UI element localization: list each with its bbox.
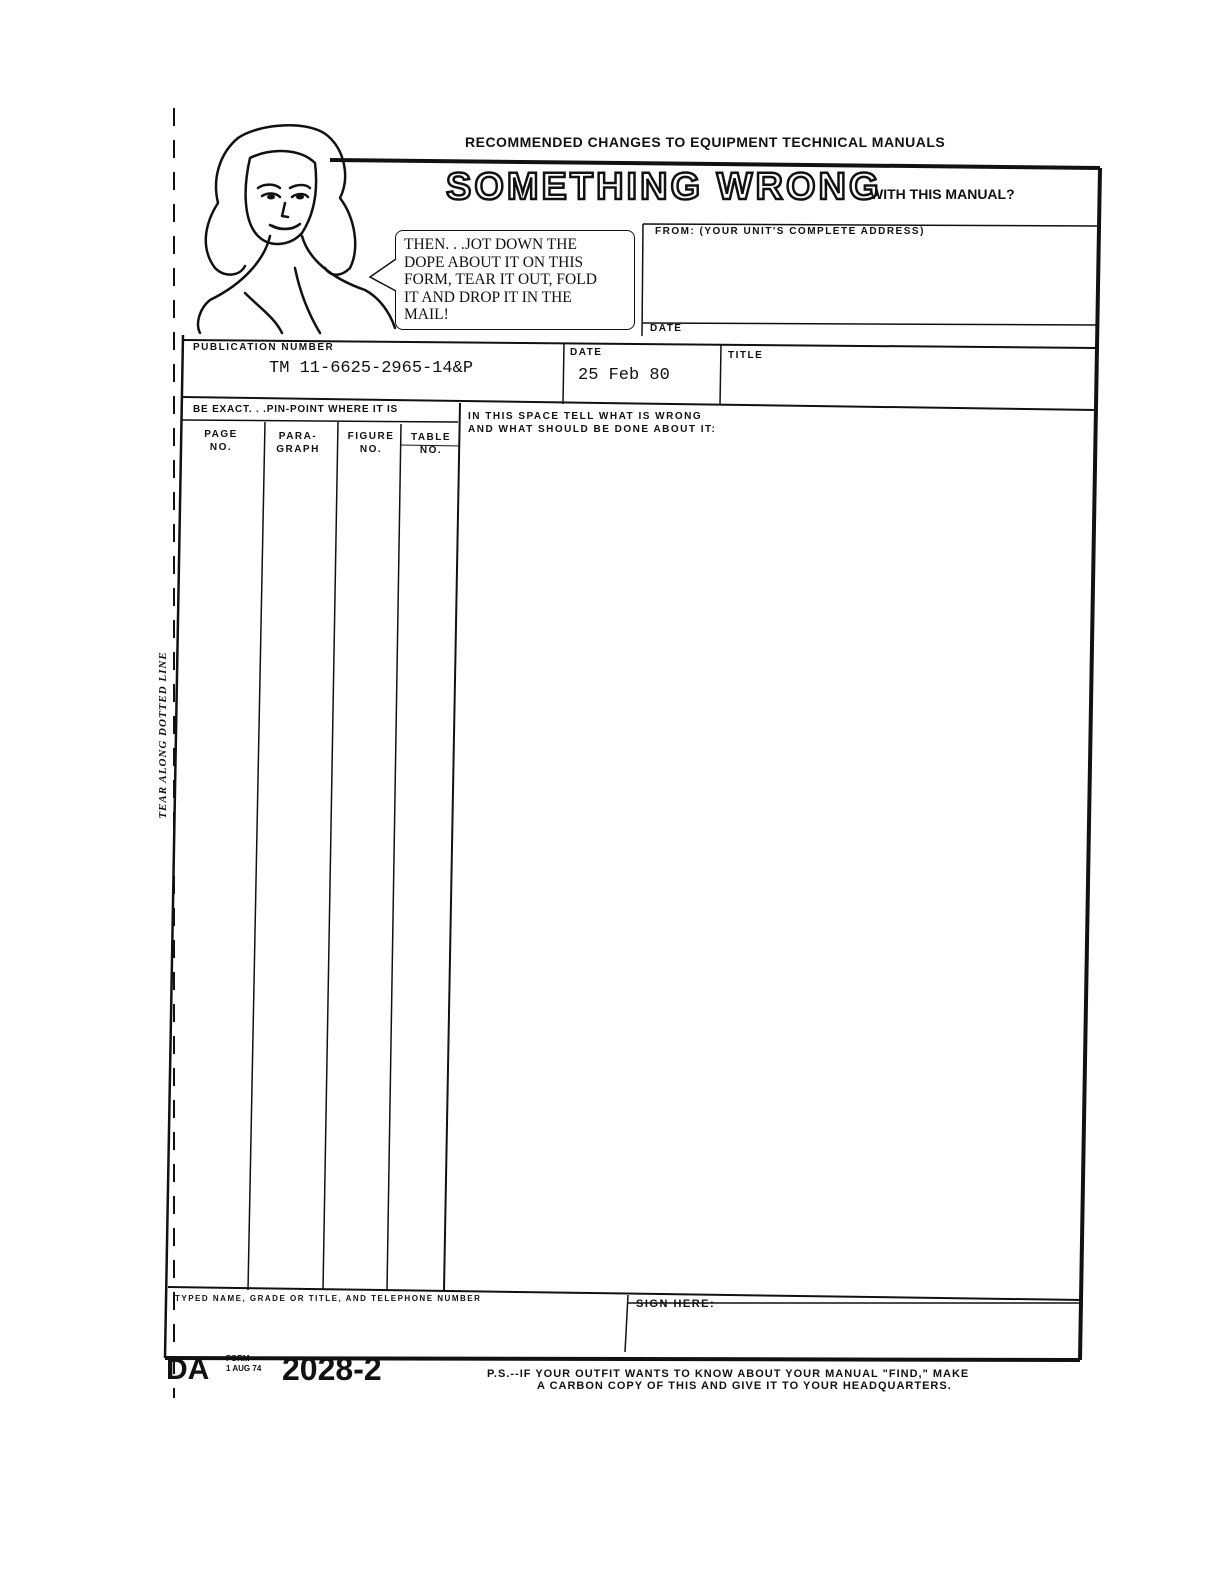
table-no-header: TABLE NO. [410,432,452,456]
bubble-line: DOPE ABOUT IT ON THIS [404,253,584,271]
title-label: TITLE [728,350,764,361]
publication-number-value[interactable]: TM 11-6625-2965-14&P [269,359,474,378]
typed-name-field[interactable] [172,1306,622,1350]
bubble-line: THEN. . .JOT DOWN THE [404,236,577,253]
from-address-field[interactable] [645,240,1095,320]
ps-note: P.S.--IF YOUR OUTFIT WANTS TO KNOW ABOUT YOUR MANUAL "FIND," MAKE A CARBON COPY OF THIS AND GIVE IT TO YOUR HEADQUARTERS. [487,1368,970,1392]
form-number: 2028-2 [282,1351,382,1387]
from-date-label: DATE [650,323,683,334]
description-field[interactable] [462,445,1072,1280]
typed-name-label: TYPED NAME, GRADE OR TITLE, AND TELEPHONE NUMBER [175,1294,482,1303]
something-wrong-title: SOMETHING WRONG [446,166,882,208]
paragraph-header: PARA- GRAPH [276,431,320,455]
date-value[interactable]: 25 Feb 80 [578,366,670,385]
tear-along-label: TEAR ALONG DOTTED LINE [157,647,169,822]
figure-no-header: FIGURE NO. [347,431,395,455]
da-label: DA [166,1353,210,1386]
sign-here-label: SIGN HERE: [636,1298,716,1310]
bubble-line: IT AND DROP IT IN THE [404,288,572,306]
tell-what-is-wrong-label: IN THIS SPACE TELL WHAT IS WRONG AND WHAT SHOULD BE DONE ABOUT IT: [468,411,717,435]
with-this-manual-text: WITH THIS MANUAL? [870,186,1015,202]
title-field[interactable] [725,365,1090,403]
page-no-header: PAGE NO. [204,429,238,453]
bubble-line: FORM, TEAR IT OUT, FOLD [404,271,597,288]
date-label: DATE [570,347,603,358]
form-date-small: FORM 1 AUG 74 [226,1354,262,1373]
publication-number-label: PUBLICATION NUMBER [193,342,335,353]
form-header-title: RECOMMENDED CHANGES TO EQUIPMENT TECHNICAL MANUALS [465,134,946,150]
be-exact-label: BE EXACT. . .PIN-POINT WHERE IT IS [193,404,398,415]
signature-field[interactable] [632,1312,1072,1352]
from-address-label: FROM: (YOUR UNIT'S COMPLETE ADDRESS) [655,226,925,237]
bubble-line: MAIL! [404,306,449,323]
